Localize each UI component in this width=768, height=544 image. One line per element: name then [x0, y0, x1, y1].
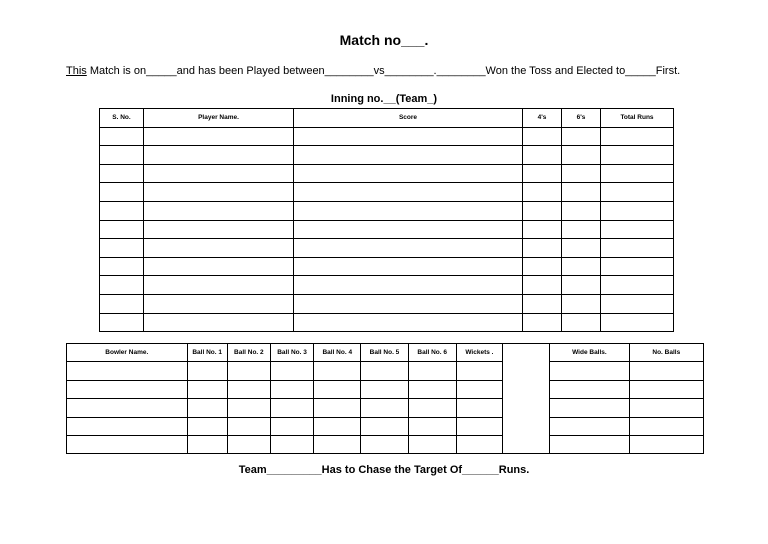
bowling-cell[interactable] [67, 417, 188, 435]
batting-header-cell: Player Name. [144, 109, 294, 128]
batting-cell[interactable] [601, 294, 674, 313]
bowling-cell[interactable] [629, 362, 703, 380]
bowling-cell[interactable] [227, 417, 270, 435]
bowling-cell[interactable] [408, 435, 456, 453]
batting-row [100, 183, 674, 202]
bowling-header-cell: Ball No. 6 [408, 344, 456, 362]
bowling-header-cell: Wickets . [456, 344, 502, 362]
bowling-scorecard-table [66, 343, 704, 454]
batting-cell[interactable] [601, 201, 674, 220]
batting-cell[interactable] [144, 127, 294, 146]
bowling-cell[interactable] [629, 399, 703, 417]
bowling-cell[interactable] [361, 362, 408, 380]
bowling-cell[interactable] [550, 399, 629, 417]
batting-cell[interactable] [523, 294, 562, 313]
bowling-header-cell: No. Balls [629, 344, 703, 362]
bowling-cell[interactable] [67, 380, 188, 398]
bowling-cell[interactable] [270, 380, 313, 398]
batting-cell[interactable] [100, 276, 144, 295]
batting-row [100, 313, 674, 332]
bowling-cell[interactable] [629, 417, 703, 435]
batting-cell[interactable] [562, 164, 601, 183]
bowling-cell[interactable] [550, 380, 629, 398]
batting-cell[interactable] [601, 164, 674, 183]
bowling-cell[interactable] [270, 399, 313, 417]
batting-cell[interactable] [294, 127, 523, 146]
batting-row [100, 239, 674, 258]
match-intro-line [66, 65, 680, 77]
batting-cell[interactable] [294, 313, 523, 332]
batting-row [100, 127, 674, 146]
batting-cell[interactable] [523, 183, 562, 202]
batting-cell[interactable] [294, 257, 523, 276]
bowling-cell[interactable] [270, 362, 313, 380]
batting-cell[interactable] [562, 239, 601, 258]
batting-cell[interactable] [523, 313, 562, 332]
batting-cell[interactable] [144, 239, 294, 258]
batting-cell[interactable] [294, 294, 523, 313]
chase-target-line: Team_________Has to Chase the Target Of______Runs. [238, 464, 530, 476]
batting-cell[interactable] [562, 201, 601, 220]
batting-row [100, 201, 674, 220]
batting-cell[interactable] [100, 313, 144, 332]
batting-cell[interactable] [601, 257, 674, 276]
bowling-row [67, 435, 704, 453]
bowling-cell[interactable] [227, 362, 270, 380]
bowling-cell[interactable] [408, 380, 456, 398]
bowling-cell[interactable] [227, 435, 270, 453]
batting-cell[interactable] [601, 239, 674, 258]
bowling-cell[interactable] [408, 362, 456, 380]
bowling-header-cell: Ball No. 1 [187, 344, 227, 362]
bowling-cell[interactable] [227, 380, 270, 398]
batting-cell[interactable] [100, 257, 144, 276]
batting-cell[interactable] [523, 220, 562, 239]
bowling-header-cell: Ball No. 5 [361, 344, 408, 362]
batting-cell[interactable] [144, 164, 294, 183]
bowling-cell [503, 399, 550, 417]
batting-cell[interactable] [601, 276, 674, 295]
bowling-cell[interactable] [456, 417, 502, 435]
batting-header-cell: 4's [523, 109, 562, 128]
batting-cell[interactable] [144, 313, 294, 332]
batting-cell[interactable] [523, 127, 562, 146]
batting-cell[interactable] [100, 239, 144, 258]
batting-cell[interactable] [523, 276, 562, 295]
bowling-row [67, 362, 704, 380]
batting-header-cell: Total Runs [601, 109, 674, 128]
bowling-cell[interactable] [314, 435, 361, 453]
batting-cell[interactable] [100, 220, 144, 239]
bowling-cell [503, 362, 550, 380]
bowling-cell[interactable] [456, 362, 502, 380]
bowling-cell[interactable] [187, 362, 227, 380]
batting-row [100, 164, 674, 183]
bowling-header-cell: Bowler Name. [67, 344, 188, 362]
batting-cell[interactable] [100, 183, 144, 202]
batting-header-row [100, 109, 674, 128]
bowling-cell[interactable] [187, 380, 227, 398]
batting-cell[interactable] [144, 201, 294, 220]
bowling-cell[interactable] [361, 417, 408, 435]
bowling-cell[interactable] [361, 380, 408, 398]
batting-cell[interactable] [294, 220, 523, 239]
bowling-header-cell: Ball No. 4 [314, 344, 361, 362]
batting-cell[interactable] [294, 201, 523, 220]
batting-cell[interactable] [144, 220, 294, 239]
bowling-cell[interactable] [187, 435, 227, 453]
batting-cell[interactable] [144, 276, 294, 295]
batting-cell[interactable] [562, 276, 601, 295]
batting-cell[interactable] [294, 146, 523, 165]
batting-cell[interactable] [562, 220, 601, 239]
bowling-cell[interactable] [314, 399, 361, 417]
intro-rest-text: Match is on_____and has been Played between________vs________.________Won the Toss and Elected to_____First. [86, 65, 681, 77]
batting-cell[interactable] [601, 127, 674, 146]
batting-cell[interactable] [601, 183, 674, 202]
match-title: Match no___. [339, 32, 429, 48]
batting-cell[interactable] [562, 313, 601, 332]
batting-cell[interactable] [562, 183, 601, 202]
batting-cell[interactable] [562, 257, 601, 276]
batting-cell[interactable] [144, 146, 294, 165]
inning-heading: Inning no.__(Team_) [330, 93, 438, 105]
bowling-cell[interactable] [629, 380, 703, 398]
batting-scorecard-table [99, 108, 674, 332]
batting-cell[interactable] [100, 201, 144, 220]
bowling-header-row [67, 344, 704, 362]
batting-cell[interactable] [523, 201, 562, 220]
batting-row [100, 294, 674, 313]
bowling-cell[interactable] [314, 362, 361, 380]
bowling-cell [503, 380, 550, 398]
bowling-cell[interactable] [270, 435, 313, 453]
batting-cell[interactable] [100, 164, 144, 183]
bowling-cell[interactable] [456, 380, 502, 398]
bowling-cell[interactable] [408, 417, 456, 435]
batting-row [100, 220, 674, 239]
batting-row [100, 276, 674, 295]
bowling-row [67, 380, 704, 398]
batting-cell[interactable] [144, 183, 294, 202]
bowling-cell[interactable] [187, 417, 227, 435]
bowling-header-cell: Wide Balls. [550, 344, 629, 362]
batting-row [100, 146, 674, 165]
batting-cell[interactable] [294, 276, 523, 295]
batting-cell[interactable] [100, 294, 144, 313]
batting-cell[interactable] [601, 313, 674, 332]
batting-row [100, 257, 674, 276]
bowling-cell[interactable] [550, 417, 629, 435]
batting-cell[interactable] [294, 183, 523, 202]
batting-header-cell: S. No. [100, 109, 144, 128]
bowling-row [67, 417, 704, 435]
batting-cell[interactable] [100, 127, 144, 146]
bowling-cell[interactable] [456, 435, 502, 453]
batting-cell[interactable] [562, 127, 601, 146]
bowling-cell[interactable] [270, 417, 313, 435]
batting-cell[interactable] [294, 239, 523, 258]
bowling-cell [503, 417, 550, 435]
batting-cell[interactable] [144, 294, 294, 313]
bowling-cell [503, 435, 550, 453]
bowling-cell[interactable] [629, 435, 703, 453]
bowling-cell[interactable] [187, 399, 227, 417]
bowling-row [67, 399, 704, 417]
bowling-cell[interactable] [550, 362, 629, 380]
batting-cell[interactable] [100, 146, 144, 165]
batting-cell[interactable] [144, 257, 294, 276]
batting-cell[interactable] [562, 294, 601, 313]
bowling-cell[interactable] [314, 417, 361, 435]
batting-cell[interactable] [523, 146, 562, 165]
bowling-header-cell: Ball No. 3 [270, 344, 313, 362]
bowling-cell[interactable] [227, 399, 270, 417]
batting-header-cell: Score [294, 109, 523, 128]
batting-header-cell: 6's [562, 109, 601, 128]
batting-cell[interactable] [294, 164, 523, 183]
batting-cell[interactable] [601, 220, 674, 239]
bowling-cell[interactable] [67, 362, 188, 380]
batting-cell[interactable] [562, 146, 601, 165]
bowling-cell[interactable] [361, 435, 408, 453]
batting-cell[interactable] [523, 164, 562, 183]
intro-this-word: This [66, 65, 87, 77]
batting-cell[interactable] [523, 257, 562, 276]
bowling-cell[interactable] [67, 399, 188, 417]
bowling-cell[interactable] [456, 399, 502, 417]
bowling-cell[interactable] [361, 399, 408, 417]
batting-cell[interactable] [523, 239, 562, 258]
bowling-header-cell: Ball No. 2 [227, 344, 270, 362]
batting-cell[interactable] [601, 146, 674, 165]
bowling-cell[interactable] [408, 399, 456, 417]
bowling-cell[interactable] [314, 380, 361, 398]
bowling-header-cell [503, 344, 550, 362]
bowling-cell[interactable] [550, 435, 629, 453]
bowling-cell[interactable] [67, 435, 188, 453]
